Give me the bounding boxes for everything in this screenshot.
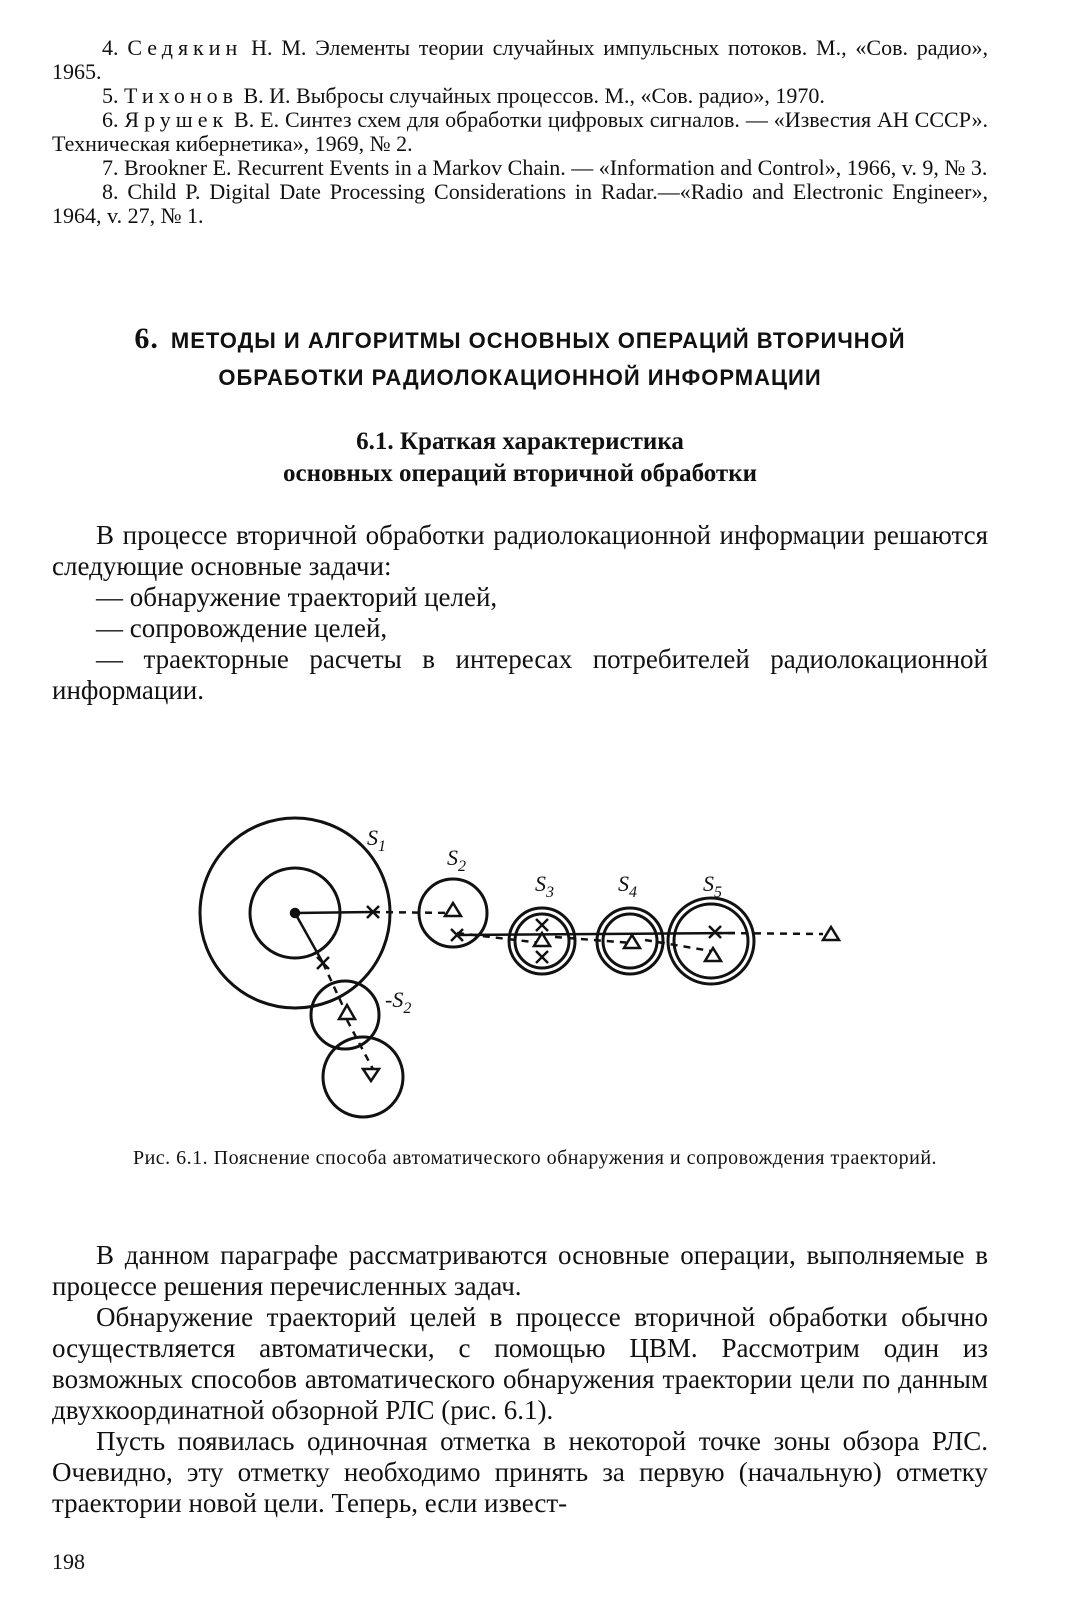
label-s3: $S_3$ [535, 871, 554, 901]
section-title-line2: основных операций вторичной обработки [282, 460, 758, 487]
reference-text: Н. М. Элементы теории случайных импульсных потоков. М., «Сов. радио», 1965. [52, 35, 989, 84]
intro-paragraph: В процессе вторичной обработки радиолокационной информации решаются следующие основные задачи: [52, 520, 988, 581]
reference-number: 5. [102, 83, 119, 108]
extrapolation-line [555, 937, 632, 943]
reference-item [52, 180, 988, 228]
reference-number: 6. [102, 107, 119, 132]
reference-author: Ярушек [124, 107, 229, 132]
reference-text: Child P. Digital Date Processing Considerations in Radar.—«Radio and Electronic Engineer», 1964, v. 27, № 1. [52, 179, 989, 228]
task-item: — обнаружение траекторий целей, [96, 582, 498, 612]
cross-mark [317, 957, 329, 969]
section-title-line1: 6.1. Краткая характеристика [356, 428, 684, 455]
cross-mark [536, 919, 548, 931]
gate-circle-s5-inner [674, 904, 748, 978]
reference-number: 7. [102, 155, 119, 180]
chapter-title-line2: ОБРАБОТКИ РАДИОЛОКАЦИОННОЙ ИНФОРМАЦИИ [218, 365, 822, 390]
task-item: — траекторные расчеты в интересах потребителей радиолокационной информации. [52, 644, 988, 705]
page-number: 198 [52, 1549, 85, 1574]
page-content [52, 36, 988, 706]
body-text [52, 1240, 988, 1519]
extrapolation-line [373, 912, 453, 913]
reference-number: 4. [102, 35, 119, 60]
predicted-point-triangle [445, 903, 461, 916]
reference-text: Brookner E. Recurrent Events in a Markov Chain. — «Information and Control», 1966, v. 9, № 3. [124, 155, 988, 180]
body-paragraph: Пусть появилась одиночная отметка в некоторой точке зоны обзора РЛС. Очевидно, эту отметку необходимо принять за первую (начальную) отметку траектории новой цели. Теперь, если извест- [52, 1426, 988, 1518]
label-s1: $S_1$ [367, 825, 386, 855]
reference-item [52, 156, 988, 180]
trajectory-line [295, 912, 373, 913]
predicted-point-triangle [823, 927, 839, 940]
chapter-title-line1: МЕТОДЫ И АЛГОРИТМЫ ОСНОВНЫХ ОПЕРАЦИЙ ВТОРИЧНОЙ [170, 328, 906, 353]
reference-item [52, 84, 988, 108]
predicted-point-triangle [339, 1005, 355, 1019]
label-s5: $S_5$ [703, 871, 722, 901]
reference-author: Седякин [127, 35, 243, 60]
references-list [52, 36, 988, 228]
predicted-point-triangle [705, 948, 721, 961]
chapter-heading [52, 320, 988, 396]
trajectory-diagram [195, 815, 865, 1125]
section-heading [52, 426, 988, 490]
reference-item [52, 36, 988, 84]
body-paragraph: В данном параграфе рассматриваются основные операции, выполняемые в процессе решения перечисленных задач. [52, 1240, 988, 1301]
cross-mark [536, 951, 548, 963]
label-s2-bottom: $-S_2$ [385, 987, 412, 1017]
label-s4: $S_4$ [618, 871, 637, 901]
reference-author: Тихонов [124, 83, 238, 108]
figure-6-1 [195, 815, 865, 1125]
reference-text: В. Е. Синтез схем для обработки цифровых сигналов. — «Известия АН СССР». Техническая кибернетика», 1969, № 2. [52, 107, 988, 156]
label-s2-top: $S_2$ [447, 845, 466, 875]
trajectory-line [457, 933, 735, 935]
reference-item [52, 108, 988, 156]
extrapolation-line [323, 963, 347, 1015]
extrapolation-line [715, 933, 823, 934]
body-paragraph: Обнаружение траекторий целей в процессе вторичной обработки обычно осуществляется автоматически, с помощью ЦВМ. Рассмотрим один из возможных способов автоматического обнаружения траектории цели по данным двухкоординатной обзорной РЛС (рис. 6.1). [52, 1302, 988, 1425]
extrapolation-line [347, 1020, 375, 1073]
reference-number: 8. [102, 179, 119, 204]
reference-text: В. И. Выбросы случайных процессов. М., «Сов. радио», 1970. [238, 83, 825, 108]
gate-circle-s5-outer [668, 898, 754, 984]
task-item: — сопровождение целей, [96, 613, 388, 643]
intro-text [52, 520, 988, 706]
predicted-point-triangle [363, 1069, 379, 1081]
gate-circle-lower [323, 1037, 403, 1117]
figure-caption: Рис. 6.1. Пояснение способа автоматического обнаружения и сопровождения траекторий. [132, 1147, 938, 1169]
chapter-number: 6. [134, 322, 159, 355]
